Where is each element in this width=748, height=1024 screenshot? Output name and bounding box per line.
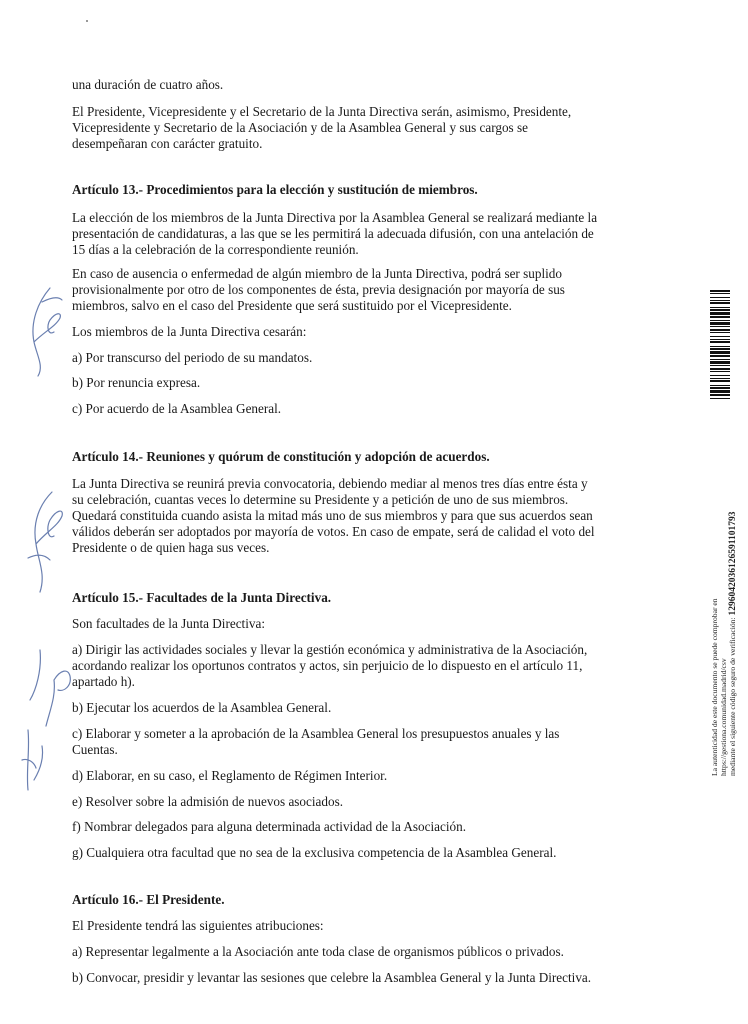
barcode-bar	[710, 378, 730, 379]
barcode-bar	[710, 309, 730, 311]
paragraph-line: Vicepresidente y Secretario de la Asociación y de la Asamblea General y sus cargos se	[72, 120, 528, 135]
list-item: b) Convocar, presidir y levantar las sesiones que celebre la Asamblea General y la Junta Directiva.	[72, 970, 592, 985]
barcode-bar	[710, 385, 730, 386]
barcode-bar	[710, 293, 730, 294]
list-item-continued: Cuentas.	[72, 742, 118, 757]
paragraph-line: presentación de candidaturas, a las que se les permitirá la adecuada difusión, con una antelación de	[72, 226, 594, 241]
list-item: c) Por acuerdo de la Asamblea General.	[72, 401, 282, 416]
paragraph-line: 15 días a la celebración de la correspondiente reunión.	[72, 242, 359, 257]
list-item-continued: acordando realizar los oportunos contratos y actos, sin perjuicio de lo dispuesto en el artículo 11,	[72, 658, 583, 673]
barcode	[710, 290, 730, 400]
barcode-bar	[710, 380, 730, 382]
barcode-bar	[710, 326, 730, 327]
barcode-bar	[710, 361, 730, 364]
list-item: a) Dirigir las actividades sociales y llevar la gestión económica y administrativa de la Asociación,	[72, 642, 588, 657]
paragraph-line: una duración de cuatro años.	[72, 77, 224, 92]
barcode-bar	[710, 341, 730, 343]
paragraph-line: desempeñaran con carácter gratuito.	[72, 136, 263, 151]
list-item: a) Representar legalmente a la Asociación ante toda clase de organismos públicos o privados.	[72, 944, 564, 959]
barcode-bar	[710, 346, 730, 347]
barcode-bar	[710, 394, 730, 396]
paragraph-line: miembros, salvo en el caso del Presidente que será sustituido por el Vicepresidente.	[72, 298, 512, 313]
verification-line-3-text: mediante el siguiente código seguro de verificación:	[728, 617, 737, 776]
barcode-bar	[710, 302, 730, 304]
verification-code: 1296042036126591101793	[728, 511, 738, 616]
paragraph-line: provisionalmente por otro de los componentes de ésta, previa designación por mayoría de sus	[72, 282, 565, 297]
barcode-bar	[710, 351, 730, 354]
list-item: g) Cualquiera otra facultad que no sea de la exclusiva competencia de la Asamblea General.	[72, 845, 557, 860]
verification-line-1: La autenticidad de este documento se puede comprobar en	[710, 598, 719, 776]
barcode-bar	[710, 300, 730, 301]
paragraph-line: Presidente o de quien haga sus veces.	[72, 540, 270, 555]
scan-dot	[86, 20, 88, 22]
barcode-bar	[710, 339, 730, 340]
barcode-bar	[710, 320, 730, 321]
verification-line-2: https://gestiona.comunidad.madrid/csv	[719, 658, 728, 776]
list-item: e) Resolver sobre la admisión de nuevos asociados.	[72, 794, 344, 809]
barcode-bar	[710, 332, 730, 333]
barcode-bar	[710, 322, 730, 325]
barcode-bar	[710, 355, 730, 357]
handwritten-initial-1	[20, 282, 66, 382]
paragraph-line: El Presidente, Vicepresidente y el Secretario de la Junta Directiva serán, asimismo, Presidente,	[72, 104, 572, 119]
list-item: a) Por transcurso del periodo de su mandatos.	[72, 350, 313, 365]
barcode-bar	[710, 390, 730, 393]
barcode-bar	[710, 312, 730, 315]
list-item: c) Elaborar y someter a la aprobación de la Asamblea General los presupuestos anuales y las	[72, 726, 560, 741]
paragraph-line: Los miembros de la Junta Directiva cesarán:	[72, 324, 307, 339]
barcode-bar	[710, 371, 730, 372]
paragraph-line: El Presidente tendrá las siguientes atribuciones:	[72, 918, 324, 933]
paragraph-line: Quedará constituida cuando asista la mitad más uno de sus miembros y para que sus acuerdos sean	[72, 508, 593, 523]
verification-line-3	[728, 511, 738, 776]
paragraph-line: válidos deberán ser adoptados por mayoría de votos. En caso de empate, será de calidad el voto del	[72, 524, 595, 539]
paragraph-line: Son facultades de la Junta Directiva:	[72, 616, 265, 631]
barcode-bar	[710, 336, 730, 337]
barcode-bar	[710, 368, 730, 370]
barcode-bar	[710, 290, 730, 292]
barcode-bar	[710, 359, 730, 360]
barcode-bar	[710, 316, 730, 318]
list-item: d) Elaborar, en su caso, el Reglamento de Régimen Interior.	[72, 768, 388, 783]
list-item-continued: apartado h).	[72, 674, 135, 689]
barcode-bar	[710, 387, 730, 389]
barcode-bar	[710, 375, 730, 376]
paragraph-line: En caso de ausencia o enfermedad de algún miembro de la Junta Directiva, podrá ser suplido	[72, 266, 562, 281]
barcode-bar	[710, 348, 730, 350]
article-15-heading: Artículo 15.- Facultades de la Junta Directiva.	[72, 590, 332, 605]
paragraph-line: su celebración, cuantas veces lo determine su Presidente y a petición de uno de sus miembros.	[72, 492, 569, 507]
barcode-bar	[710, 297, 730, 298]
barcode-bar	[710, 365, 730, 366]
barcode-bar	[710, 329, 730, 331]
handwritten-initial-2	[18, 488, 68, 598]
verification-block	[710, 511, 748, 776]
article-14-heading: Artículo 14.- Reuniones y quórum de constitución y adopción de acuerdos.	[72, 449, 490, 464]
list-item: f) Nombrar delegados para alguna determinada actividad de la Asociación.	[72, 819, 466, 834]
barcode-bar	[710, 398, 730, 399]
article-16-heading: Artículo 16.- El Presidente.	[72, 892, 225, 907]
handwritten-signature	[10, 640, 74, 800]
paragraph-line: La elección de los miembros de la Junta Directiva por la Asamblea General se realizará mediante la	[72, 210, 598, 225]
barcode-bar	[710, 307, 730, 308]
paragraph-line: La Junta Directiva se reunirá previa convocatoria, debiendo mediar al menos tres días entre ésta y	[72, 476, 588, 491]
list-item: b) Por renuncia expresa.	[72, 375, 201, 390]
list-item: b) Ejecutar los acuerdos de la Asamblea General.	[72, 700, 332, 715]
article-13-heading: Artículo 13.- Procedimientos para la elección y sustitución de miembros.	[72, 182, 478, 197]
